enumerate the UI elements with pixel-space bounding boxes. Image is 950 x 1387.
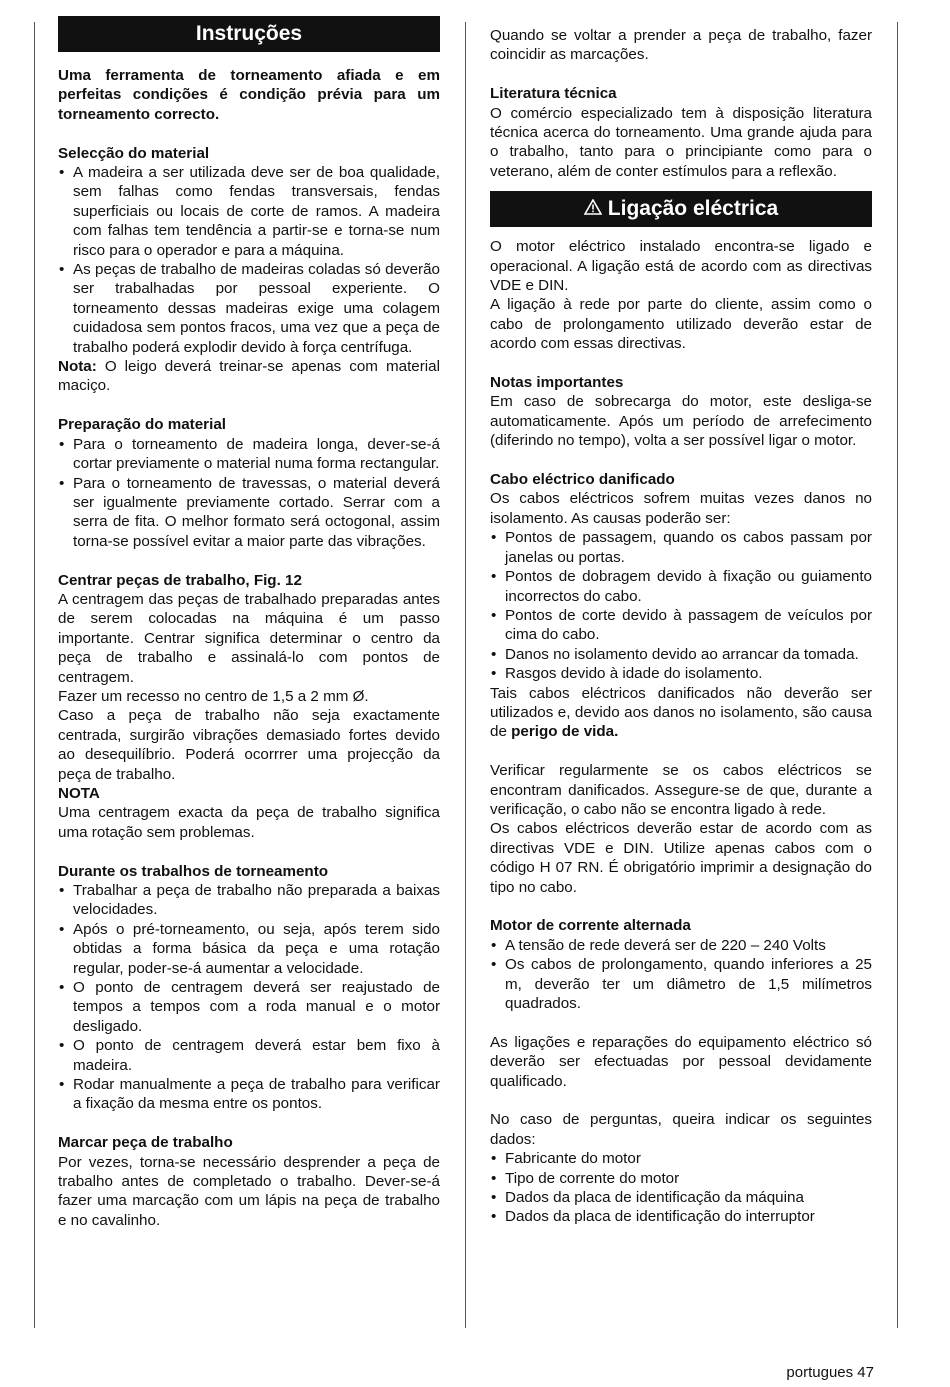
section-heading: Preparação do material — [58, 416, 226, 434]
note-paragraph — [58, 357, 440, 396]
warning-bold: perigo de vida. — [511, 723, 619, 741]
warning-paragraph — [490, 684, 872, 742]
section-heading: Literatura técnica — [490, 85, 617, 103]
paragraph: A centragem das peças de trabalhado preparadas antes de serem colocadas na máquina é um passo importante. Centrar significa determinar o centro da peça de trabalho e assinalá-lo com pontos de centragem. — [58, 590, 440, 686]
section-perguntas — [490, 1110, 872, 1226]
paragraph: Os cabos eléctricos deverão estar de acordo com as directivas VDE e DIN. Utilize apenas cabos com o código H 07 RN. É obrigatório imprimir a designação do tipo no cabo. — [490, 820, 872, 896]
paragraph: Em caso de sobrecarga do motor, este desliga-se automaticamente. Após um período de arrefecimento (diferindo no tempo), volta a ser possível ligar o motor. — [490, 393, 872, 450]
ligacao-electrica-banner — [490, 191, 872, 227]
left-margin-rule — [34, 22, 35, 1328]
paragraph: Caso a peça de trabalho não seja exactamente centrada, surgirão vibrações demasiado fortes devido ao desequilíbrio. Poderá ocorrrer uma projecção da peça de trabalho. — [58, 707, 440, 783]
intro-paragraph: Uma ferramenta de torneamento afiada e em perfeitas condições é condição prévia para um torneamento correcto. — [58, 67, 440, 123]
section-motor-corrente — [490, 916, 872, 1013]
list-item: • Rodar manualmente a peça de trabalho para verificar a fixação da mesma entre os pontos. — [58, 1075, 440, 1114]
paragraph: Fazer um recesso no centro de 1,5 a 2 mm Ø. — [58, 687, 369, 705]
section-preparacao-material — [58, 415, 440, 551]
paragraph: No caso de perguntas, queira indicar os seguintes dados: — [490, 1111, 872, 1148]
paragraph: Verificar regularmente se os cabos eléctricos se encontram danificados. Assegure-se de que, durante a verificação, o cabo não se encontra ligado à rede. — [490, 762, 872, 818]
center-column-rule — [465, 22, 466, 1328]
list-item: • Para o torneamento de madeira longa, dever-se-á cortar previamente o material numa forma rectangular. — [58, 435, 440, 474]
page-number: portugues 47 — [786, 1364, 874, 1381]
paragraph: As ligações e reparações do equipamento eléctrico só deverão ser efectuadas por pessoal devidamente qualificado. — [490, 1033, 872, 1090]
list-item: • Após o pré-torneamento, ou seja, após terem sido obtidas a forma básica da peça e uma rotação regular, poder-se-á aumentar a velocidade. — [58, 920, 440, 978]
section-durante-torneamento — [58, 862, 440, 1114]
section-marcar-peca — [58, 1133, 440, 1230]
list-item: • Para o torneamento de travessas, o material deverá ser igualmente previamente cortado. Serrar com a serra de fita. O melhor formato será octogonal, assim torna-se possível evitar a maior parte das vibrações. — [58, 474, 440, 552]
bullet-list — [58, 435, 440, 551]
list-item: • Rasgos devido à idade do isolamento. — [490, 664, 872, 683]
section-heading: Cabo eléctrico danificado — [490, 471, 675, 489]
note-text: O leigo deverá treinar-se apenas com material maciço. — [58, 358, 440, 395]
list-item: • Dados da placa de identificação do interruptor — [490, 1207, 872, 1226]
list-item: • Dados da placa de identificação da máquina — [490, 1188, 872, 1207]
list-item: • As peças de trabalho de madeiras coladas só deverão ser trabalhadas por pessoal experiente. O torneamento dessas madeiras exige uma colagem cuidadosa sem pontos fracos, uma vez que a peça de trabalho poderá explodir devido à força centrífuga. — [58, 260, 440, 357]
banner-title: Ligação eléctrica — [607, 197, 779, 221]
list-item: • Os cabos de prolongamento, quando inferiores a 25 m, deverão ter um diâmetro de 1,5 milímetros quadrados. — [490, 955, 872, 1013]
list-item: • Tipo de corrente do motor — [490, 1169, 872, 1188]
section-notas-importantes — [490, 373, 872, 451]
paragraph: Quando se voltar a prender a peça de trabalho, fazer coincidir as marcações. — [490, 27, 872, 64]
section-heading: Marcar peça de trabalho — [58, 1134, 233, 1152]
section-prender-peca — [490, 16, 872, 65]
section-heading: Notas importantes — [490, 374, 624, 392]
section-literatura-tecnica — [490, 84, 872, 181]
bullet-list — [58, 881, 440, 1114]
section-ligacao-intro — [490, 237, 872, 353]
paragraph: Por vezes, torna-se necessário desprender a peça de trabalho antes de completado o trabalho. Dever-se-á fazer uma marcação com um lápis na peça de trabalho e no cavalinho. — [58, 1153, 440, 1229]
bullet-list — [58, 163, 440, 357]
section-ligacoes-reparacoes — [490, 1033, 872, 1091]
section-heading: Motor de corrente alternada — [490, 917, 691, 935]
bullet-list — [490, 936, 872, 1014]
paragraph: O comércio especializado tem à disposição literatura técnica acerca do torneamento. Uma grande ajuda para o trabalho, tanto para o principiante como para o veterano, além de conter estímulos para a reflexão. — [490, 104, 872, 180]
list-item: • A madeira a ser utilizada deve ser de boa qualidade, sem falhas como fendas transversais, fendas superficiais ou locais de corte de ramos. A madeira com falhas tem tendência a partir-se e torna-se num risco para o operador e para a máquina. — [58, 163, 440, 260]
list-item: • O ponto de centragem deverá ser reajustado de tempos a tempos com a roda manual e o motor desligado. — [58, 978, 440, 1036]
list-item: • A tensão de rede deverá ser de 220 – 240 Volts — [490, 936, 872, 955]
section-centrar-pecas — [58, 571, 440, 843]
paragraph: Os cabos eléctricos sofrem muitas vezes danos no isolamento. As causas poderão ser: — [490, 490, 872, 527]
list-item: • Fabricante do motor — [490, 1149, 872, 1168]
nota-heading: NOTA — [58, 784, 100, 802]
warning-triangle-icon — [584, 191, 602, 227]
paragraph: A ligação à rede por parte do cliente, assim como o cabo de prolongamento utilizado deverão estar de acordo com essas directivas. — [490, 296, 872, 353]
warning-text: Tais cabos eléctricos danificados não deverão ser utilizados e, devido aos danos no isolamento, são causa de — [490, 684, 872, 741]
instrucoes-banner — [58, 16, 440, 52]
section-verificar-cabos — [490, 761, 872, 897]
note-label: Nota: — [58, 358, 97, 376]
section-heading: Durante os trabalhos de torneamento — [58, 862, 329, 880]
section-heading: Selecção do material — [58, 144, 210, 162]
right-column — [490, 16, 872, 1227]
section-heading: Centrar peças de trabalho, Fig. 12 — [58, 571, 302, 589]
section-selecao-material — [58, 144, 440, 396]
section-cabo-danificado — [490, 470, 872, 742]
list-item: • Trabalhar a peça de trabalho não preparada a baixas velocidades. — [58, 881, 440, 920]
bullet-list — [490, 1149, 872, 1227]
list-item: • Danos no isolamento devido ao arrancar da tomada. — [490, 645, 872, 664]
list-item: • Pontos de passagem, quando os cabos passam por janelas ou portas. — [490, 528, 872, 567]
paragraph: O motor eléctrico instalado encontra-se ligado e operacional. A ligação está de acordo com as directivas VDE e DIN. — [490, 238, 872, 295]
bullet-list — [490, 528, 872, 683]
list-item: • Pontos de corte devido à passagem de veículos por cima do cabo. — [490, 606, 872, 645]
left-column — [58, 16, 440, 1230]
right-margin-rule — [897, 22, 898, 1328]
banner-title: Instruções — [195, 22, 303, 45]
list-item: • O ponto de centragem deverá estar bem fixo à madeira. — [58, 1036, 440, 1075]
list-item: • Pontos de dobragem devido à fixação ou guiamento incorrectos do cabo. — [490, 567, 872, 606]
nota-text: Uma centragem exacta da peça de trabalho significa uma rotação sem problemas. — [58, 804, 440, 841]
